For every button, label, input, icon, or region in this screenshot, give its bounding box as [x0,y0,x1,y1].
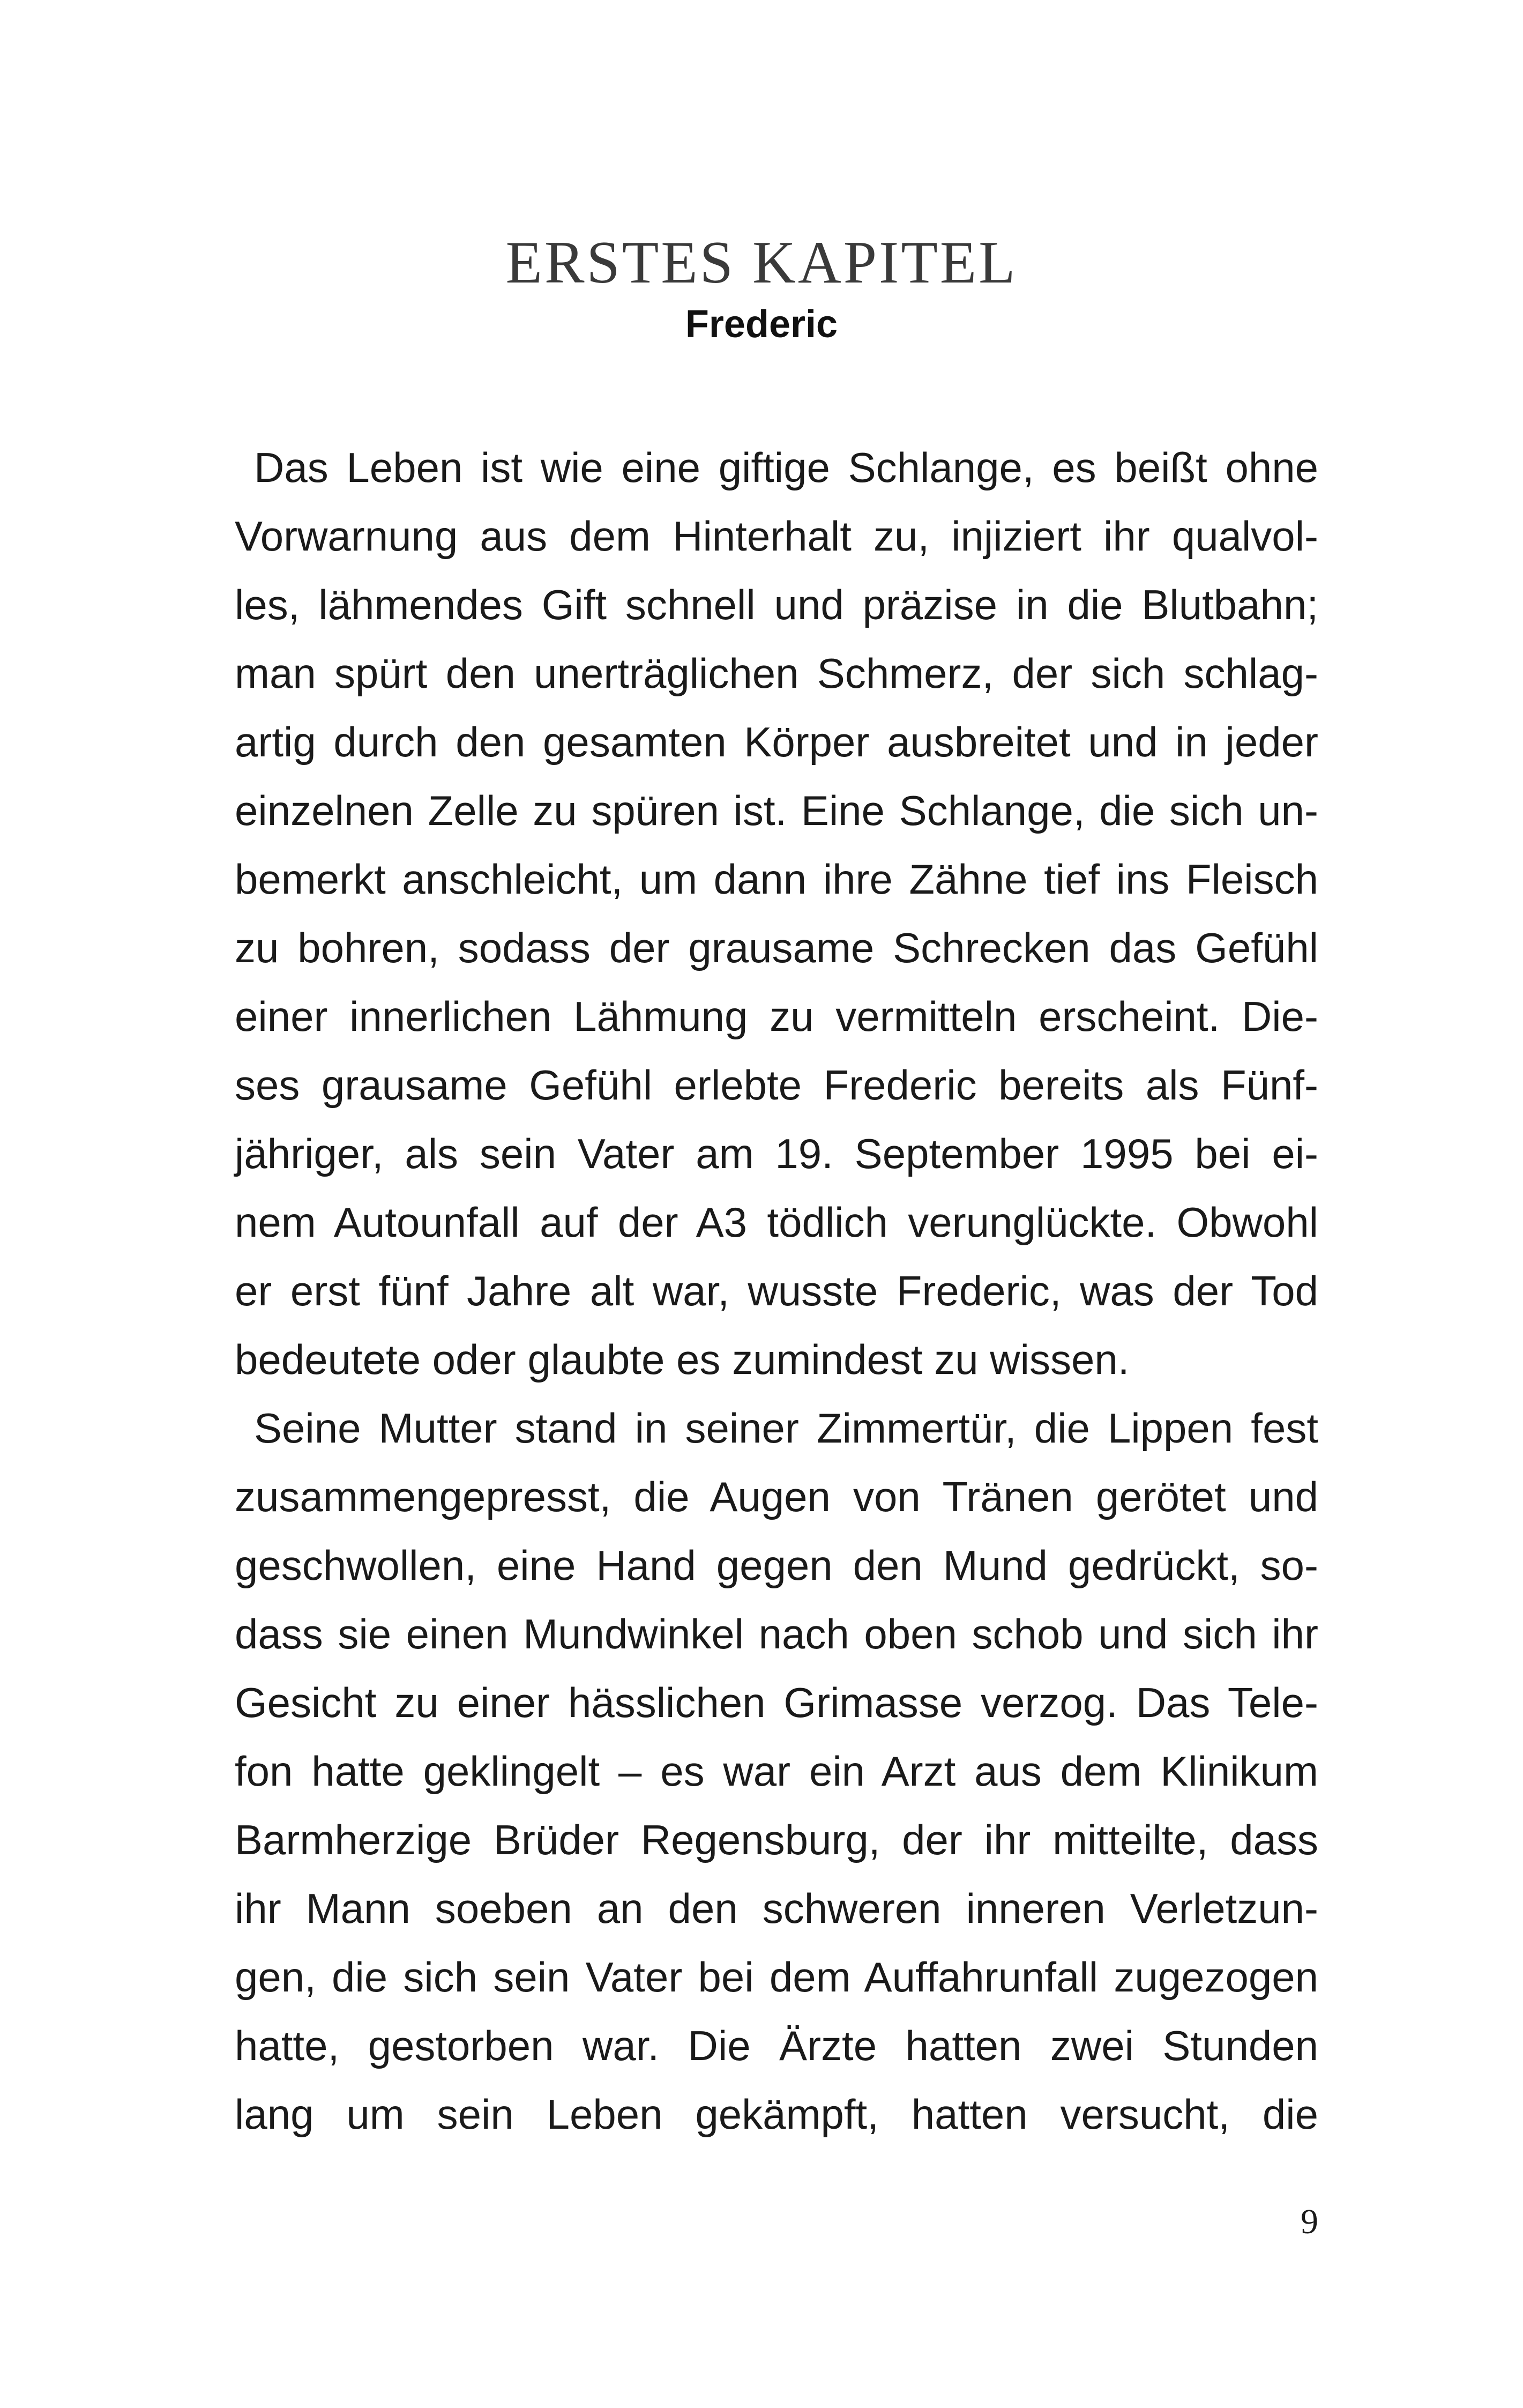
body-text [215,433,1318,2149]
text-line: zu bohren, sodass der grausame Schrecken das Gefühl [235,924,1318,971]
text-line: Barmherzige Brüder Regensburg, der ihr mitteilte, dass [235,1816,1318,1863]
text-line: hatte, gestorben war. Die Ärzte hatten zwei Stunden [235,2022,1318,2069]
paragraph-1 [215,433,1318,1394]
text-line: nem Autounfall auf der A3 tödlich verunglückte. Obwohl [235,1199,1318,1246]
text-line: ses grausame Gefühl erlebte Frederic bereits als Fünf- [235,1061,1318,1109]
text-line: jähriger, als sein Vater am 19. September 1995 bei ei- [235,1130,1318,1177]
chapter-subtitle: Frederic [685,303,838,346]
text-line: Vorwarnung aus dem Hinterhalt zu, injiziert ihr qualvol- [235,512,1318,560]
text-line: artig durch den gesamten Körper ausbreitet und in jeder [235,718,1318,765]
text-line: ihr Mann soeben an den schweren inneren Verletzun- [235,1885,1318,1932]
page-number: 9 [1301,2202,1318,2241]
text-line: Gesicht zu einer hässlichen Grimasse verzog. Das Tele- [235,1679,1318,1726]
text-line: fon hatte geklingelt – es war ein Arzt aus dem Klinikum [235,1748,1318,1795]
text-line: man spürt den unerträglichen Schmerz, der sich schlag- [235,650,1318,697]
text-line: einer innerlichen Lähmung zu vermitteln erscheint. Die- [235,993,1318,1040]
text-line: lang um sein Leben gekämpft, hatten versucht, die [235,2091,1318,2138]
text-line: dass sie einen Mundwinkel nach oben schob und sich ihr [235,1610,1318,1658]
text-line: bemerkt anschleicht, um dann ihre Zähne tief ins Fleisch [235,856,1318,903]
text-line: Seine Mutter stand in seiner Zimmertür, die Lippen fest [254,1404,1318,1452]
text-line: les, lähmendes Gift schnell und präzise in die Blutbahn; [235,581,1318,628]
chapter-heading: ERSTES KAPITEL [505,229,1018,296]
text-line: Das Leben ist wie eine giftige Schlange, es beißt ohne [254,444,1318,491]
paragraph-2 [215,1394,1318,2149]
text-line: einzelnen Zelle zu spüren ist. Eine Schlange, die sich un- [235,787,1318,834]
text-line: geschwollen, eine Hand gegen den Mund gedrückt, so- [235,1542,1318,1589]
text-line: zusammengepresst, die Augen von Tränen gerötet und [235,1473,1318,1520]
text-line: gen, die sich sein Vater bei dem Auffahrunfall zugezogen [235,1953,1318,2001]
text-line: bedeutete oder glaubte es zumindest zu wissen. [235,1336,1130,1383]
text-line: er erst fünf Jahre alt war, wusste Frederic, was der Tod [235,1267,1318,1314]
